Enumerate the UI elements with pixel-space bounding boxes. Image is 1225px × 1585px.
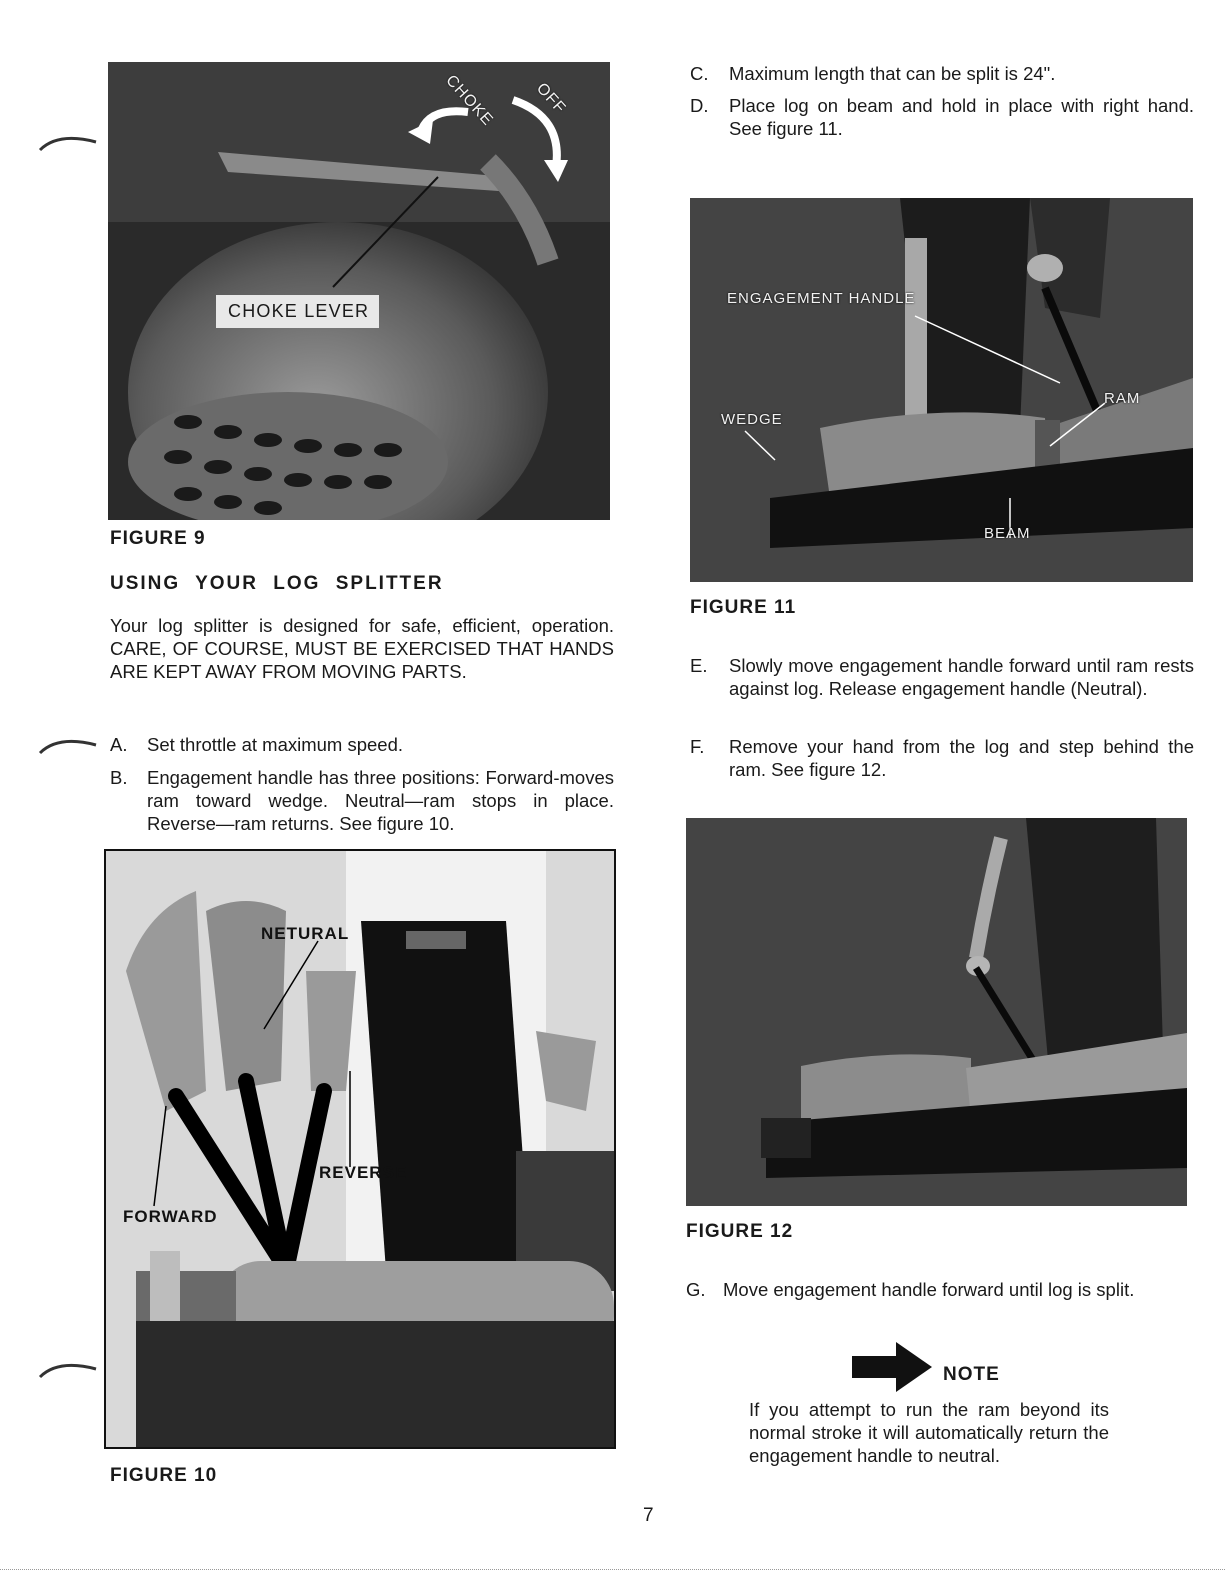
binder-hole-mark <box>38 130 98 152</box>
scan-edge-divider <box>0 1569 1225 1571</box>
figure-10-caption: FIGURE 10 <box>110 1465 218 1486</box>
neutral-label: NETURAL <box>261 924 350 943</box>
step-text: Slowly move engagement handle forward until ram rests against log. Release engagement handle (Neutral). <box>729 655 1194 699</box>
figure-12-photo <box>686 818 1187 1206</box>
arrow-right-icon <box>852 1342 932 1392</box>
wedge-label: WEDGE <box>721 411 783 428</box>
section-heading: USING YOUR LOG SPLITTER <box>110 573 444 594</box>
step-letter: F. <box>690 736 705 757</box>
step-d <box>690 94 1194 142</box>
step-text: Place log on beam and hold in place with right hand. See figure 11. <box>729 95 1194 139</box>
step-text: Maximum length that can be split is 24". <box>729 63 1056 84</box>
step-f <box>690 735 1194 783</box>
binder-hole-mark <box>38 1357 98 1379</box>
figure-12-caption: FIGURE 12 <box>686 1221 794 1242</box>
figure-9-photo <box>108 62 610 520</box>
step-letter: A. <box>110 734 128 755</box>
step-letter: G. <box>686 1279 706 1300</box>
page-number: 7 <box>643 1505 654 1526</box>
step-a <box>110 733 614 757</box>
step-text: Remove your hand from the log and step behind the ram. See figure 12. <box>729 736 1194 780</box>
step-letter: C. <box>690 63 709 84</box>
note-body: If you attempt to run the ram beyond its normal stroke it will automatically return the engagement handle to neutral. <box>749 1399 1109 1466</box>
figure-10-photo <box>104 849 616 1449</box>
choke-label: CHOKE <box>442 71 497 130</box>
figure-11-photo <box>690 198 1193 582</box>
note-title: NOTE <box>943 1364 1000 1385</box>
figure-9-caption: FIGURE 9 <box>110 528 206 549</box>
choke-lever-label: CHOKE LEVER <box>216 295 379 328</box>
step-text: Move engagement handle forward until log is split. <box>723 1279 1135 1300</box>
ram-label: RAM <box>1104 390 1141 407</box>
step-letter: D. <box>690 95 709 116</box>
step-letter: B. <box>110 767 128 788</box>
figure-11-caption: FIGURE 11 <box>690 597 797 618</box>
engagement-handle-label: ENGAGEMENT HANDLE <box>727 290 916 307</box>
step-c <box>690 62 1194 86</box>
step-e <box>690 654 1194 726</box>
step-text: Engagement handle has three positions: Forward-moves ram toward wedge. Neutral—ram stops in place. Reverse—ram returns. See figure 10. <box>147 767 614 834</box>
off-label: OFF <box>532 79 569 118</box>
step-g <box>686 1278 1190 1326</box>
beam-label: BEAM <box>984 525 1031 542</box>
intro-paragraph: Your log splitter is designed for safe, efficient, operation. CARE, OF COURSE, MUST BE EXERCISED THAT HANDS ARE KEPT AWAY FROM MOVING PARTS. <box>110 615 614 682</box>
step-text: Set throttle at maximum speed. <box>147 734 404 755</box>
step-b <box>110 766 614 838</box>
reverse-label: REVERSE <box>319 1163 408 1182</box>
step-letter: E. <box>690 655 708 676</box>
binder-hole-mark <box>38 733 98 755</box>
forward-label: FORWARD <box>123 1207 218 1226</box>
